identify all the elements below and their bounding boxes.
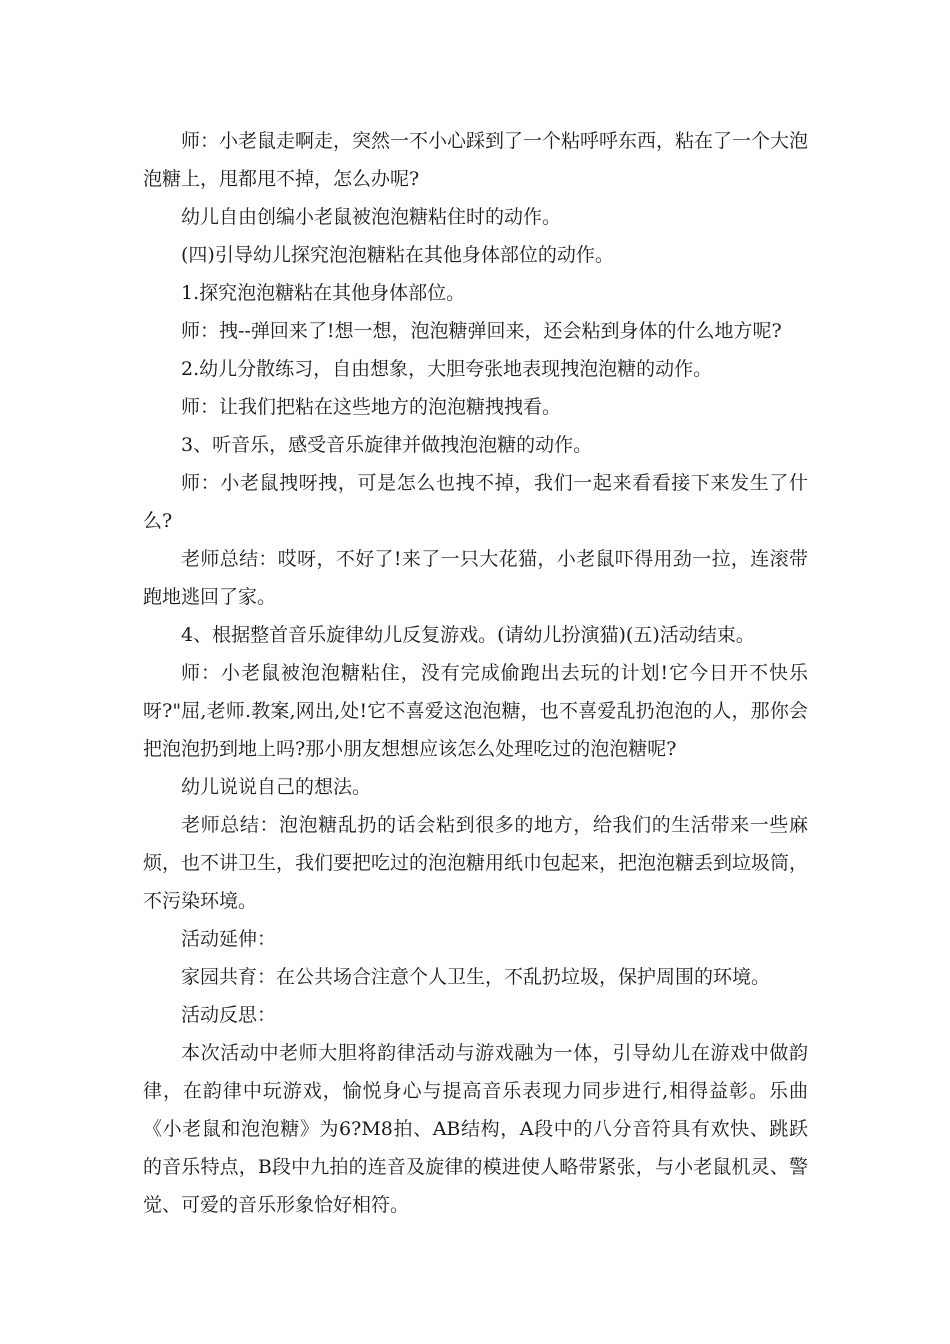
section-heading: 活动延伸： [181,928,277,950]
paragraph: 师：让我们把粘在这些地方的泡泡糖拽拽看。 [181,396,562,418]
paragraph: 2.幼儿分散练习，自由想象，大胆夸张地表现拽泡泡糖的动作。 [181,358,713,380]
paragraph: 师：拽--弹回来了!想一想，泡泡糖弹回来，还会粘到身体的什么地方呢? [181,320,782,342]
paragraph: 家园共育：在公共场合注意个人卫生，不乱扔垃圾，保护周围的环境。 [181,966,771,988]
paragraph: 本次活动中老师大胆将韵律活动与游戏融为一体，引导幼儿在游戏中做韵律，在韵律中玩游戏，愉悦身心与提高音乐表现力同步进行,相得益彰。乐曲《小老鼠和泡泡糖》为6?M8拍、AB结构，A段中的八分音符具有欢快、跳跃的音乐特点，B段中九拍的连音及旋律的模进使人略带紧张，与小老鼠机灵、警觉、可爱的音乐形象恰好相符。 [143,1042,808,1216]
paragraph: 师：小老鼠走啊走，突然一不小心踩到了一个粘呼呼东西，粘在了一个大泡泡糖上，甩都甩不掉，怎么办呢? [143,130,809,190]
section-heading: (四)引导幼儿探究泡泡糖粘在其他身体部位的动作。 [181,244,614,266]
paragraph: 4、根据整首音乐旋律幼儿反复游戏。(请幼儿扮演猫)(五)活动结束。 [181,624,755,646]
paragraph: 老师总结：哎呀，不好了!来了一只大花猫，小老鼠吓得用劲一拉，连滚带跑地逃回了家。 [143,548,808,608]
paragraph: 幼儿说说自己的想法。 [181,776,372,798]
paragraph: 3、听音乐，感受音乐旋律并做拽泡泡糖的动作。 [181,434,593,456]
paragraph: 老师总结：泡泡糖乱扔的话会粘到很多的地方，给我们的生活带来一些麻烦，也不讲卫生，我们要把吃过的泡泡糖用纸巾包起来，把泡泡糖丢到垃圾筒，不污染环境。 [143,814,809,912]
paragraph: 师：小老鼠被泡泡糖粘住，没有完成偷跑出去玩的计划!它今日开不快乐呀?"屈,老师.教案,网出,处!它不喜爱这泡泡糖，也不喜爱乱扔泡泡的人，那你会把泡泡扔到地上吗?那小朋友想想应该怎么处理吃过的泡泡糖呢? [143,662,808,760]
paragraph: 师：小老鼠拽呀拽，可是怎么也拽不掉，我们一起来看看接下来发生了什么? [143,472,808,532]
paragraph: 1.探究泡泡糖粘在其他身体部位。 [181,282,466,304]
document-body [143,122,808,1224]
section-heading: 活动反思： [181,1004,277,1026]
paragraph: 幼儿自由创编小老鼠被泡泡糖粘住时的动作。 [181,206,562,228]
